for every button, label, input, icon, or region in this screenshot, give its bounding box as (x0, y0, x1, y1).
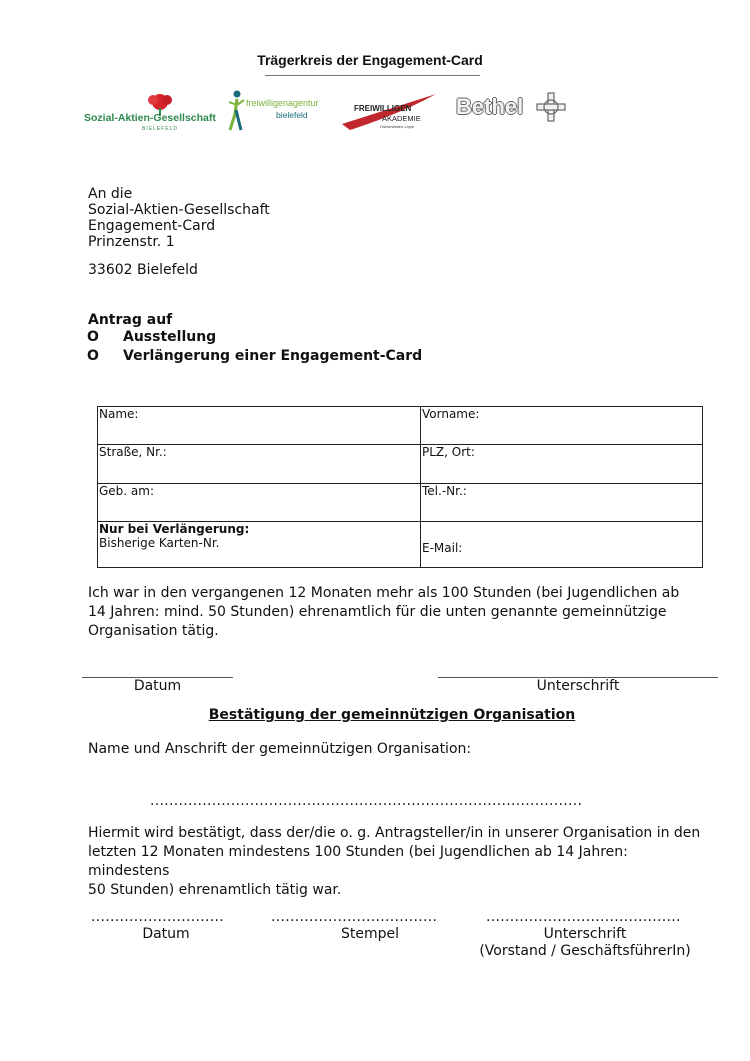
strasse-field[interactable] (98, 445, 421, 484)
vorname-field[interactable] (421, 407, 703, 445)
application-title: Antrag auf (88, 312, 173, 328)
freiwilligen-akademie-logo (340, 92, 440, 134)
fak-logo-text: FREIWILLIGEN (354, 104, 412, 113)
strasse-label: Straße, Nr.: (99, 445, 167, 459)
email-label: E-Mail: (422, 541, 463, 555)
vorname-label: Vorname: (422, 407, 480, 421)
title-underline (265, 75, 480, 76)
email-field[interactable] (421, 522, 703, 568)
bethel-logo (456, 92, 568, 124)
sag-logo-text: Sozial-Aktien-Gesellschaft (84, 112, 216, 124)
declaration-text (88, 584, 708, 641)
karten-nr-field[interactable] (98, 522, 421, 568)
declaration-line: Ich war in den vergangenen 12 Monaten mehr als 100 Stunden (bei Jugendlichen ab (88, 585, 680, 601)
confirmation-line: 50 Stunden) ehrenamtlich tätig war. (88, 882, 342, 898)
unterschrift-dotted-line[interactable]: ......................................... (486, 909, 681, 925)
telefon-field[interactable] (421, 484, 703, 522)
option-checkbox[interactable]: O (87, 348, 99, 364)
plz-label: PLZ, Ort: (422, 445, 475, 459)
declaration-line: Organisation tätig. (88, 623, 219, 639)
option-label: Verlängerung einer Engagement-Card (123, 348, 423, 364)
renewal-only-label: Nur bei Verlängerung: (99, 522, 250, 536)
freiwilligenagentur-logo (226, 88, 338, 134)
unterschrift-role-label: (Vorstand / GeschäftsführerIn) (479, 943, 691, 959)
sag-logo-subtext: BIELEFELD (142, 126, 178, 132)
datum-dotted-line[interactable]: ............................ (91, 909, 225, 925)
recipient-address (88, 186, 270, 250)
confirmation-line: Hiermit wird bestätigt, dass der/die o. g. Antragsteller/in in unserer Organisation in den (88, 825, 701, 841)
address-line: Sozial-Aktien-Gesellschaft (88, 202, 270, 218)
name-label: Name: (99, 407, 139, 421)
fak-logo-subtext: AKADEMIE (382, 114, 421, 123)
option-verlaengerung[interactable] (87, 348, 587, 366)
declaration-line: 14 Jahren: mind. 50 Stunden) ehrenamtlich für die unten genannte gemeinnützige (88, 604, 667, 620)
name-field[interactable] (98, 407, 421, 445)
confirmation-text (88, 824, 708, 900)
organisation-fill-line[interactable]: ........................................................................................... (150, 793, 583, 809)
unterschrift-label-2: Unterschrift (543, 926, 627, 942)
sozial-aktien-gesellschaft-logo (84, 92, 216, 136)
applicant-form-table (97, 406, 703, 568)
stempel-dotted-line[interactable]: ................................... (271, 909, 438, 925)
confirmation-line: letzten 12 Monaten mindestens 100 Stunden (bei Jugendlichen ab 14 Jahren: mindestens (88, 844, 628, 879)
figure-icon (226, 88, 246, 134)
organisation-label: Name und Anschrift der gemeinnützigen Organisation: (88, 741, 472, 757)
tel-label: Tel.-Nr.: (422, 484, 467, 498)
address-line: Engagement-Card (88, 218, 216, 234)
datum-label: Datum (133, 678, 182, 694)
plz-field[interactable] (421, 445, 703, 484)
geburtsdatum-field[interactable] (98, 484, 421, 522)
stempel-label: Stempel (340, 926, 400, 942)
cross-icon (536, 92, 566, 122)
geb-label: Geb. am: (99, 484, 155, 498)
option-checkbox[interactable]: O (87, 329, 99, 345)
address-line: An die (88, 186, 133, 202)
address-line: Prinzenstr. 1 (88, 234, 175, 250)
unterschrift-label: Unterschrift (536, 678, 620, 694)
confirmation-heading: Bestätigung der gemeinnützigen Organisation (208, 707, 576, 723)
fwa-logo-text: freiwilligenagentur (246, 98, 319, 108)
bethel-logo-text: Bethel (456, 94, 524, 119)
datum-label-2: Datum (142, 926, 190, 942)
option-ausstellung[interactable] (87, 329, 587, 347)
document-title: Trägerkreis der Engagement-Card (257, 52, 483, 68)
fak-logo-region: Ostwestfalen-Lippe (380, 124, 415, 129)
prev-card-label: Bisherige Karten-Nr. (99, 536, 220, 550)
address-city: 33602 Bielefeld (88, 262, 198, 278)
fwa-logo-subtext: bielefeld (276, 110, 308, 120)
option-label: Ausstellung (123, 329, 217, 345)
